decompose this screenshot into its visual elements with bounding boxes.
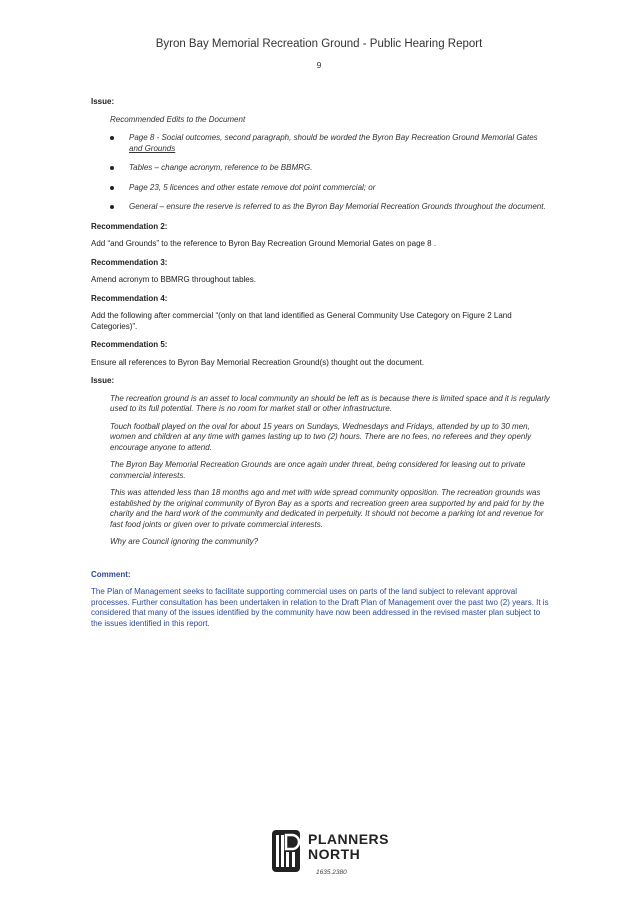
recommendation-heading: Recommendation 2: (91, 221, 168, 231)
page-number: 9 (316, 60, 322, 70)
comment-section (91, 570, 553, 630)
submission-paragraph: The Byron Bay Memorial Recreation Grounds are once again under threat, being considered for leasing out to private commercial interests. (110, 460, 526, 480)
recommendation-text: Add “and Grounds” to the reference to Byron Bay Recreation Ground Memorial Gates on page 8 . (91, 239, 437, 248)
recommendation-text: Add the following after commercial “(only on that land identified as General Community Use Category on Figure 2 Land Categories)”. (91, 311, 512, 331)
document-body (91, 97, 553, 637)
list-item: Page 8 - Social outcomes, second paragraph, should be worded the Byron Bay Recreation Ground Memorial Gates and Grounds (129, 133, 553, 154)
logo-wordmark: PLANNERS NORTH (308, 831, 390, 862)
edit-list (91, 133, 553, 213)
submission-paragraph: Why are Council ignoring the community? (110, 537, 259, 546)
bullet-icon (110, 166, 114, 170)
recommendation-heading: Recommendation 3: (91, 257, 168, 267)
planners-north-logo (272, 828, 402, 880)
list-item: General – ensure the reserve is referred to as the Byron Bay Memorial Recreation Grounds throughout the document. (129, 202, 553, 213)
recommendation-text: Amend acronym to BBMRG throughout tables. (91, 275, 256, 284)
bullet-icon (110, 205, 114, 209)
issue-heading: Issue: (91, 376, 115, 385)
list-item: Tables – change acronym, reference to be BBMRG. (129, 163, 553, 174)
recommendation-heading: Recommendation 4: (91, 293, 168, 303)
page-title: Byron Bay Memorial Recreation Ground - Public Hearing Report (155, 38, 483, 50)
comment-heading: Comment: (91, 569, 131, 579)
bullet-icon (110, 136, 114, 140)
recommendation-heading: Recommendation 5: (91, 340, 168, 349)
recommendation-text: Ensure all references to Byron Bay Memorial Recreation Ground(s) thought out the document. (91, 357, 425, 367)
planners-north-logo-icon (272, 830, 300, 872)
issue-heading: Issue: (91, 97, 115, 106)
logo-subtext: 1635.2380 (316, 869, 347, 876)
issue-intro: Recommended Edits to the Document (110, 114, 246, 124)
list-item: Page 23, 5 licences and other estate remove dot point commercial; or (129, 183, 553, 194)
submission-paragraph: The recreation ground is an asset to local community an should be left as is because there is limited space and it is regularly used to its full potential. There is no room for market stall or other infrastructure. (110, 393, 550, 413)
submission-paragraph: Touch football played on the oval for about 15 years on Sundays, Wednesdays and Fridays, attended by up to 30 men, women and children at any time with games lasting up to two (2) hours. There are no fees, no referees and they openly encourage anyone to attend. (110, 421, 532, 452)
comment-text: The Plan of Management seeks to facilitate supporting commercial uses on parts of the land subject to relevant approval processes. Further consultation has been undertaken in relation to the Draft Plan of Management over the past two (2) years. It is considered that many of the issues identified by the community have now been addressed in the revised master plan subject to the issues identified in this report. (91, 587, 549, 628)
bullet-icon (110, 186, 114, 190)
submission-paragraph: This was attended less than 18 months ago and met with wide spread community opposition. The recreation grounds was established by the original community of Byron Bay as a sports and recreation green area supported by and paid for by the charity and the hard work of the community and dedicated in perpetuity. It should not become a parking lot and revenue for fast food joints or given over to private commercial interests. (110, 488, 545, 529)
